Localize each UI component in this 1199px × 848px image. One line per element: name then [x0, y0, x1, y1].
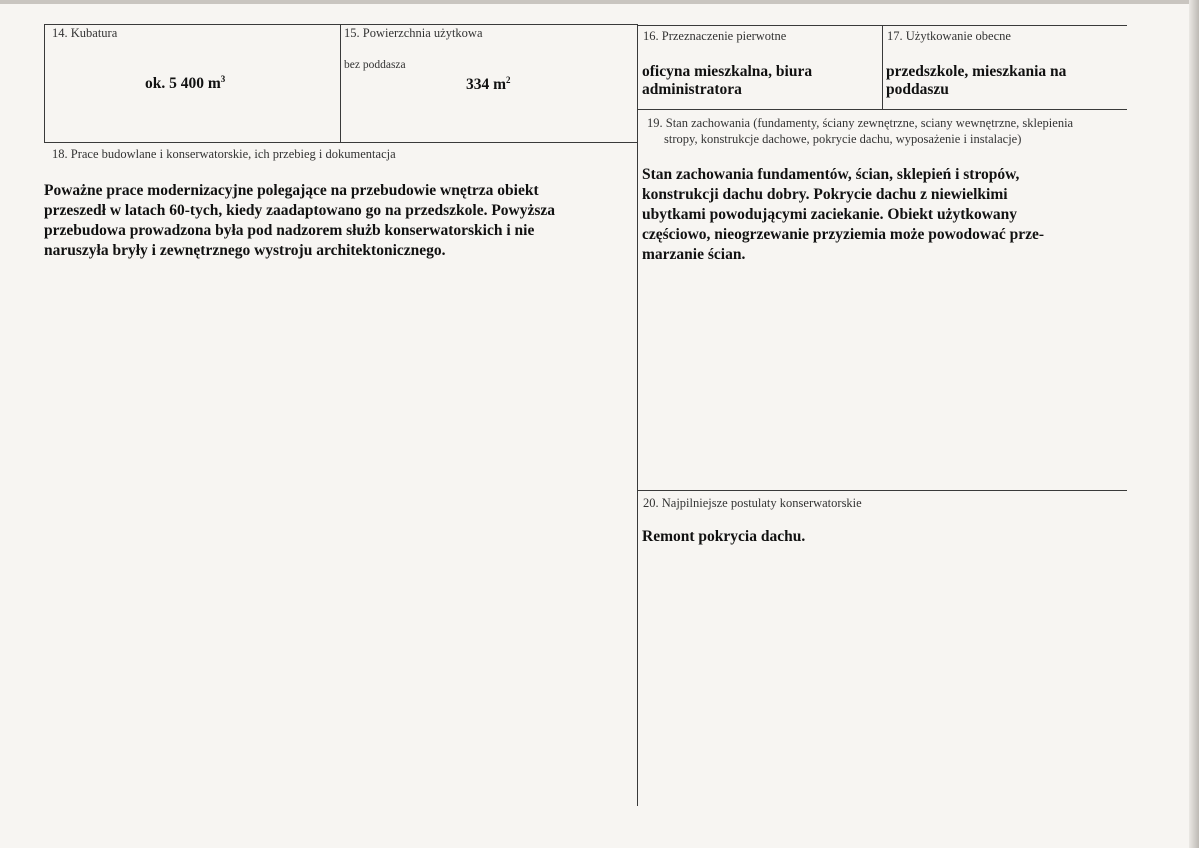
przeznaczenie-value-line1: oficyna mieszkalna, biura: [642, 63, 813, 80]
rule-center: [637, 24, 638, 806]
kubatura-unit-exp: 3: [220, 73, 226, 84]
uzytkowanie-value-line2: poddaszu: [886, 81, 949, 98]
kubatura-label: 14. Kubatura: [52, 26, 118, 40]
powierzchnia-unit-exp: 2: [506, 74, 511, 85]
powierzchnia-label: 15. Powierzchnia użytkowa: [344, 26, 483, 40]
stan-text-line3: ubytkami powodującymi zaciekanie. Obiekt użytkowany: [642, 206, 1018, 223]
stan-text-line2: konstrukcji dachu dobry. Pokrycie dachu z niewielkimi: [642, 186, 1008, 203]
prace-text-line4: naruszyła bryły i zewnętrznego wystroju architektonicznego.: [44, 242, 446, 259]
rule-top-left: [44, 24, 638, 25]
stan-text-line5: marzanie ścian.: [642, 246, 746, 263]
powierzchnia-note: bez poddasza: [344, 59, 406, 71]
rule-row1-left: [44, 142, 638, 143]
stan-text-line1: Stan zachowania fundamentów, ścian, sklepień i stropów,: [642, 166, 1020, 183]
postulaty-label: 20. Najpilniejsze postulaty konserwatorskie: [643, 496, 862, 510]
prace-label: 18. Prace budowlane i konserwatorskie, ich przebieg i dokumentacja: [52, 147, 396, 161]
stan-label-line2: stropy, konstrukcje dachowe, pokrycie dachu, wyposażenie i instalacje): [664, 132, 1022, 146]
stan-text-line4: częściowo, nieogrzewanie przyziemia może powodować prze-: [642, 226, 1045, 243]
rule-17-left: [882, 25, 883, 110]
scan-top-edge: [0, 0, 1199, 4]
uzytkowanie-label: 17. Użytkowanie obecne: [887, 29, 1011, 43]
postulaty-value: Remont pokrycia dachu.: [642, 528, 806, 545]
prace-text-line1: Poważne prace modernizacyjne polegające na przebudowie wnętrza obiekt: [44, 182, 539, 199]
rule-field20-top: [638, 490, 1127, 491]
przeznaczenie-value-line2: administratora: [642, 81, 742, 98]
powierzchnia-number: 334 m: [466, 76, 507, 93]
rule-15-left: [340, 24, 341, 143]
powierzchnia-value: [466, 76, 511, 94]
stan-label-line1: 19. Stan zachowania (fundamenty, ściany zewnętrzne, sciany wewnętrzne, sklepienia: [647, 116, 1074, 130]
uzytkowanie-value-line1: przedszkole, mieszkania na: [886, 63, 1067, 80]
prace-text-line3: przebudowa prowadzona była pod nadzorem służb konserwatorskich i nie: [44, 222, 535, 239]
przeznaczenie-label: 16. Przeznaczenie pierwotne: [643, 29, 787, 43]
rule-left: [44, 24, 45, 143]
prace-text-line2: przeszedł w latach 60-tych, kiedy zaadaptowano go na przedszkole. Powyższa: [44, 202, 556, 219]
kubatura-value: [145, 75, 225, 93]
kubatura-number: ok. 5 400 m: [145, 75, 221, 92]
scan-right-edge: [1189, 0, 1199, 848]
